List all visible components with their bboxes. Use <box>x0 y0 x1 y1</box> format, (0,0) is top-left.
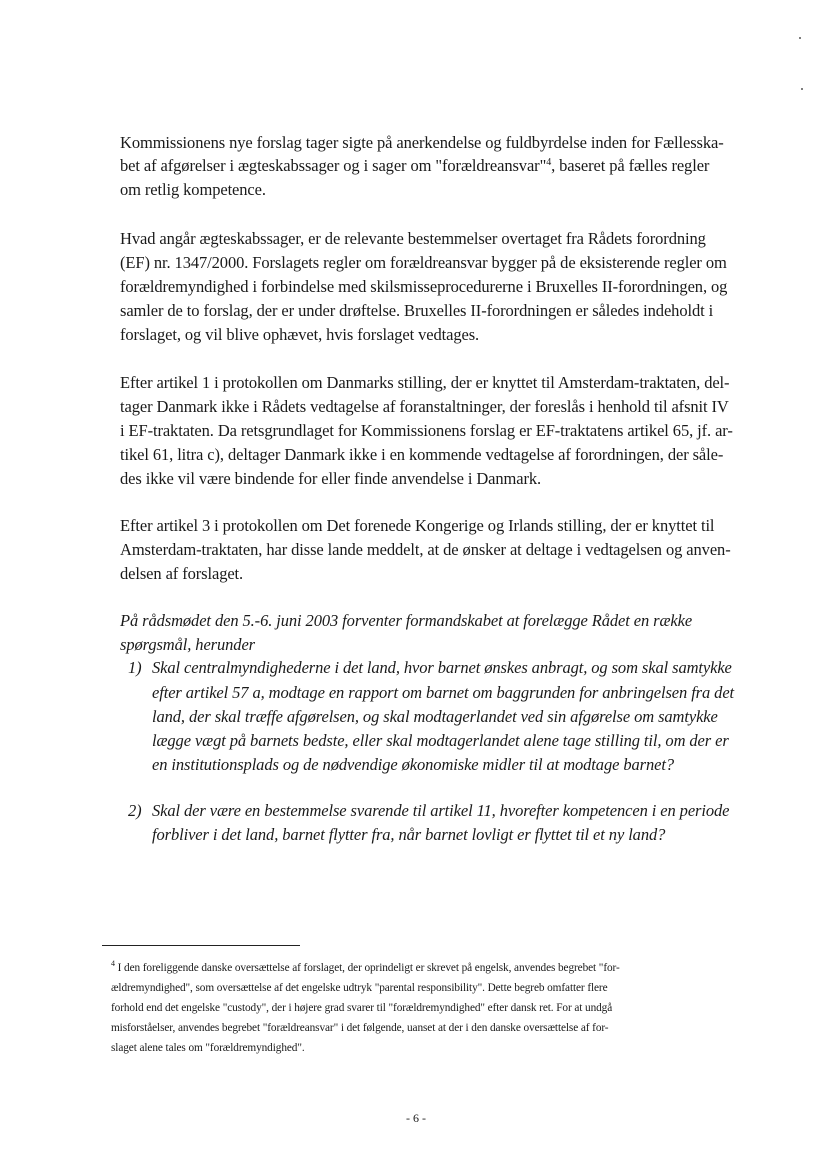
text-line: På rådsmødet den 5.-6. juni 2003 forventer formandskabet at forelægge Rådet en række <box>120 611 693 630</box>
text-line: tager Danmark ikke i Rådets vedtagelse af foranstaltninger, der foreslås i henhold til afsnit IV <box>120 397 729 416</box>
text-line: tikel 61, litra c), deltager Danmark ikke i en kommende vedtagelse af forordningen, der såle- <box>120 445 724 464</box>
text-line: en institutionsplads og de nødvendige økonomiske midler til at modtage barnet? <box>152 755 674 774</box>
footnote-line: forhold end det engelske "custody", der i højere grad svarer til "forældremyndighed" efter dansk ret. For at undgå <box>111 1002 613 1014</box>
text-line <box>120 156 709 176</box>
text-line: om retlig kompetence. <box>120 180 266 199</box>
question-number: 2) <box>128 801 142 820</box>
text-segment: bet af afgørelser i ægteskabssager og i sager om "forældreansvar" <box>120 156 547 175</box>
question-number: 1) <box>128 658 142 677</box>
text-line: Kommissionens nye forslag tager sigte på anerkendelse og fuldbyrdelse inden for Fællesska- <box>120 133 724 152</box>
footnote-marker: 4 <box>111 959 115 968</box>
text-line: (EF) nr. 1347/2000. Forslagets regler om forældreansvar bygger på de eksisterende regler om <box>120 253 727 272</box>
text-line: Efter artikel 3 i protokollen om Det forenede Kongerige og Irlands stilling, der er knyttet til <box>120 516 715 535</box>
text-line: Hvad angår ægteskabssager, er de relevante bestemmelser overtaget fra Rådets forordning <box>120 229 706 248</box>
text-line: Skal centralmyndighederne i det land, hvor barnet ønskes anbragt, og som skal samtykke <box>152 658 732 677</box>
text-line: samler de to forslag, der er under drøftelse. Bruxelles II-forordningen er således indeholdt i <box>120 301 714 320</box>
text-line: land, der skal træffe afgørelsen, og skal modtagerlandet ved sin afgørelse om samtykke <box>152 707 718 726</box>
text-line: spørgsmål, herunder <box>120 635 255 654</box>
footnote-line: ældremyndighed", som oversættelse af det engelske udtryk "parental responsibility". Dette begreb omfatter flere <box>111 982 608 994</box>
text-line: Skal der være en bestemmelse svarende til artikel 11, hvorefter kompetencen i en periode <box>152 801 730 820</box>
footnote-line: slaget alene tales om "forældremyndighed". <box>111 1042 305 1054</box>
text-line: i EF-traktaten. Da retsgrundlaget for Kommissionens forslag er EF-traktatens artikel 65, jf. ar- <box>120 421 733 440</box>
footnote-reference: 4 <box>546 157 552 168</box>
text-line: lægge vægt på barnets bedste, eller skal modtagerlandet alene tage stilling til, om der er <box>152 731 729 750</box>
text-line: des ikke vil være bindende for eller finde anvendelse i Danmark. <box>120 469 542 488</box>
text-line: Amsterdam-traktaten, har disse lande meddelt, at de ønsker at deltage i vedtagelsen og anven- <box>120 540 731 559</box>
text-line: forældremyndighed i forbindelse med skilsmisseprocedurerne i Bruxelles II-forordningen, og <box>120 277 728 296</box>
footnote-separator <box>102 945 300 946</box>
text-segment: I den foreliggende danske oversættelse af forslaget, der oprindeligt er skrevet på engelsk, anvendes begrebet "for- <box>117 962 620 974</box>
scan-speck <box>801 88 803 90</box>
text-line: forslaget, og vil blive ophævet, hvis forslaget vedtages. <box>120 325 480 344</box>
text-line: Efter artikel 1 i protokollen om Danmarks stilling, der er knyttet til Amsterdam-traktaten, del- <box>120 373 730 392</box>
scan-speck <box>799 37 801 39</box>
text-line: efter artikel 57 a, modtage en rapport om barnet om baggrunden for anbringelsen fra det <box>152 683 735 702</box>
text-line: delsen af forslaget. <box>120 564 244 583</box>
text-segment: , baseret på fælles regler <box>551 156 710 175</box>
page-number: - 6 - <box>406 1111 426 1125</box>
text-line: forbliver i det land, barnet flytter fra, når barnet lovligt er flyttet til et ny land? <box>152 825 666 844</box>
footnote-line <box>111 961 620 975</box>
footnote-line: misforståelser, anvendes begrebet "forældreansvar" i det følgende, uanset at der i den danske oversættelse af for- <box>111 1022 609 1034</box>
